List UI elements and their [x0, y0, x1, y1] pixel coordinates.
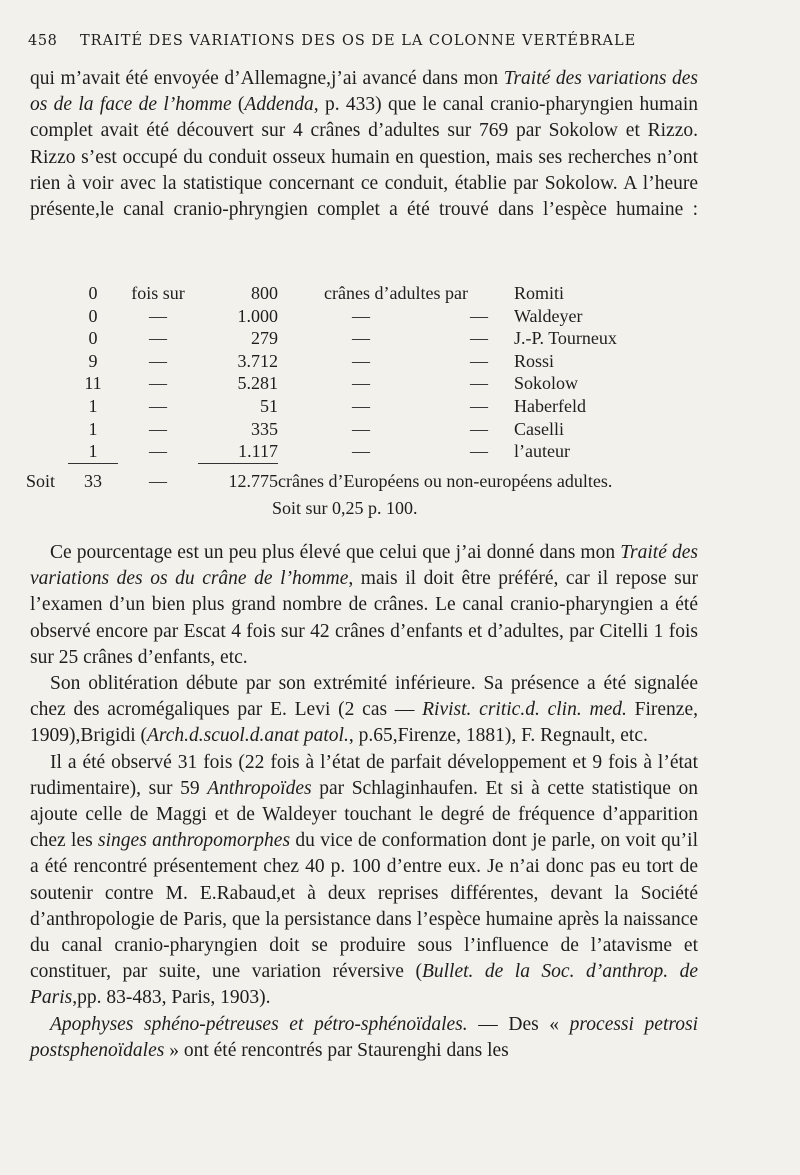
skull-count: 0 — [88, 283, 98, 303]
table-row — [26, 395, 706, 418]
ditto-dash: — — [149, 470, 167, 491]
table-row — [26, 418, 706, 441]
ditto-dash: — — [149, 441, 167, 462]
skull-count: 9 — [88, 350, 98, 371]
page-number: 458 — [28, 33, 58, 49]
table-row — [26, 350, 706, 373]
summary-percentage: Soit sur 0,25 p. 100. — [272, 498, 418, 518]
table-row — [26, 327, 706, 350]
skull-count: 1 — [88, 441, 98, 462]
author-name: Caselli — [514, 418, 564, 439]
ditto-dash: — — [470, 328, 488, 349]
ditto-dash: — — [149, 350, 167, 371]
summary-total: 12.775 — [198, 463, 278, 492]
summary-count: 33 — [68, 463, 118, 492]
paragraph-percentage: Ce pourcentage est un peu plus élevé que celui que j’ai donné dans mon Traité des variations des os du crâne de l’homme, mais il doit être préféré, car il repose sur l’examen d’un bien plus grand nombre de crânes. Le canal cranio-pharyngien a été observé encore par Escat 4 fois sur 42 crânes d’enfants et d’adultes, par Citelli 1 fois sur 25 crânes d’enfants, etc. — [30, 542, 699, 668]
ditto-dash: — — [470, 373, 488, 394]
author-name: Waldeyer — [514, 305, 583, 326]
ditto-dash: — — [149, 395, 167, 416]
skull-total: 3.712 — [237, 350, 278, 371]
cranes-label: crânes d’adultes par — [324, 283, 468, 303]
ditto-dash: — — [352, 305, 370, 326]
skull-total: 800 — [251, 283, 278, 303]
ditto-dash: — — [470, 350, 488, 371]
statistics-table — [26, 282, 706, 492]
row-label — [26, 418, 68, 441]
author-name: Rossi — [514, 350, 555, 371]
paragraph-anthropoids: Il a été observé 31 fois (22 fois à l’état de parfait développement et 9 fois à l’état rudimentaire), sur 59 Anthropoïdes par Schlaginhaufen. Et si à cette statistique on ajoute celle de Maggi et de Waldeyer touchant le degré de fréquence d’apparition chez les singes anthropomorphes du vice de conformation dont je parle, on voit qu’il a été rencontré présentement chez 40 p. 100 d’entre eux. Je n’ai donc pas eu tort de soutenir contre M. E.Rabaud,et à deux reprises différentes, devant la Société d’anthropologie de Paris, que la persistance dans l’espèce humaine après la naissance du canal cranio-pharyngien doit se produire sous l’influence de l’atavisme et constituer, par suite, une variation réversive (Bullet. de la Soc. d’anthrop. de Paris,pp. 83-483, Paris, 1903). — [30, 751, 699, 1009]
ditto-dash: — — [470, 441, 488, 462]
row-label — [26, 440, 68, 463]
paragraph-intro: qui m’avait été envoyée d’Allemagne,j’ai avancé dans mon Traité des variations des os de la face de l’homme (Addenda, p. 433) que le canal cranio-pharyngien humain complet avait été découvert sur 4 crânes d’adultes sur 769 par Sokolow et Rizzo. Rizzo s’est occupé du conduit osseux humain en question, mais ses recherches n’ont rien à voir avec la statistique concernant ce conduit, établie par Sokolow. A l’heure présente,le canal cranio-phryngien complet a été trouvé dans l’espèce humaine : — [30, 68, 699, 221]
skull-count: 0 — [88, 305, 98, 326]
ditto-dash: — — [352, 418, 370, 439]
row-label — [26, 395, 68, 418]
ditto-dash: — — [352, 373, 370, 394]
skull-total: 1.000 — [237, 305, 278, 326]
running-title: TRAITÉ DES VARIATIONS DES OS DE LA COLONNE VERTÉBRALE — [80, 33, 637, 49]
ditto-dash: — — [470, 418, 488, 439]
paragraph-apophyses: Apophyses sphéno-pétreuses et pétro-sphénoïdales. — Des « processi petrosi postsphenoïdales » ont été rencontrés par Staurenghi dans les — [30, 1013, 699, 1061]
table-row — [26, 305, 706, 328]
author-name: Romiti — [514, 283, 565, 303]
summary-row — [26, 463, 706, 492]
skull-count: 11 — [84, 373, 102, 394]
summary-soit: Soit — [26, 470, 56, 491]
ditto-dash: — — [149, 305, 167, 326]
ditto-dash: — — [352, 350, 370, 371]
table-row — [26, 372, 706, 395]
skull-total: 5.281 — [237, 373, 278, 394]
ditto-dash: — — [149, 328, 167, 349]
skull-total: 1.117 — [238, 441, 278, 462]
ditto-dash: — — [149, 373, 167, 394]
ditto-dash: — — [470, 395, 488, 416]
ditto-dash: — — [352, 328, 370, 349]
row-label — [26, 305, 68, 328]
skull-count: 0 — [88, 328, 98, 349]
row-label — [26, 282, 68, 305]
row-label — [26, 327, 68, 350]
skull-count: 1 — [88, 395, 98, 416]
skull-count: 1 — [88, 418, 98, 439]
skull-total: 279 — [251, 328, 278, 349]
skull-total: 335 — [251, 418, 278, 439]
ditto-dash: — — [149, 418, 167, 439]
row-label — [26, 350, 68, 373]
author-name: Haberfeld — [514, 395, 586, 416]
table-row — [26, 440, 706, 463]
ditto-dash: — — [352, 441, 370, 462]
body-text — [30, 540, 698, 1064]
row-label — [26, 372, 68, 395]
ditto-dash: — — [352, 395, 370, 416]
author-name: Sokolow — [514, 373, 579, 394]
skull-total: 51 — [260, 395, 278, 416]
author-name: J.-P. Tourneux — [514, 328, 617, 349]
author-name: l’auteur — [514, 441, 570, 462]
summary-description: crânes d’Européens ou non-européens adultes. — [278, 470, 613, 491]
paragraph-obliteration: Son oblitération débute par son extrémité inférieure. Sa présence a été signalée chez des acromégaliques par E. Levi (2 cas — Rivist. critic.d. clin. med. Firenze, 1909),Brigidi (Arch.d.scuol.d.anat patol., p.65,Firenze, 1881), F. Regnault, etc. — [30, 673, 698, 747]
table-row — [26, 282, 706, 305]
fois-sur-label: fois sur — [131, 283, 185, 303]
ditto-dash: — — [470, 305, 488, 326]
running-header — [28, 33, 778, 49]
